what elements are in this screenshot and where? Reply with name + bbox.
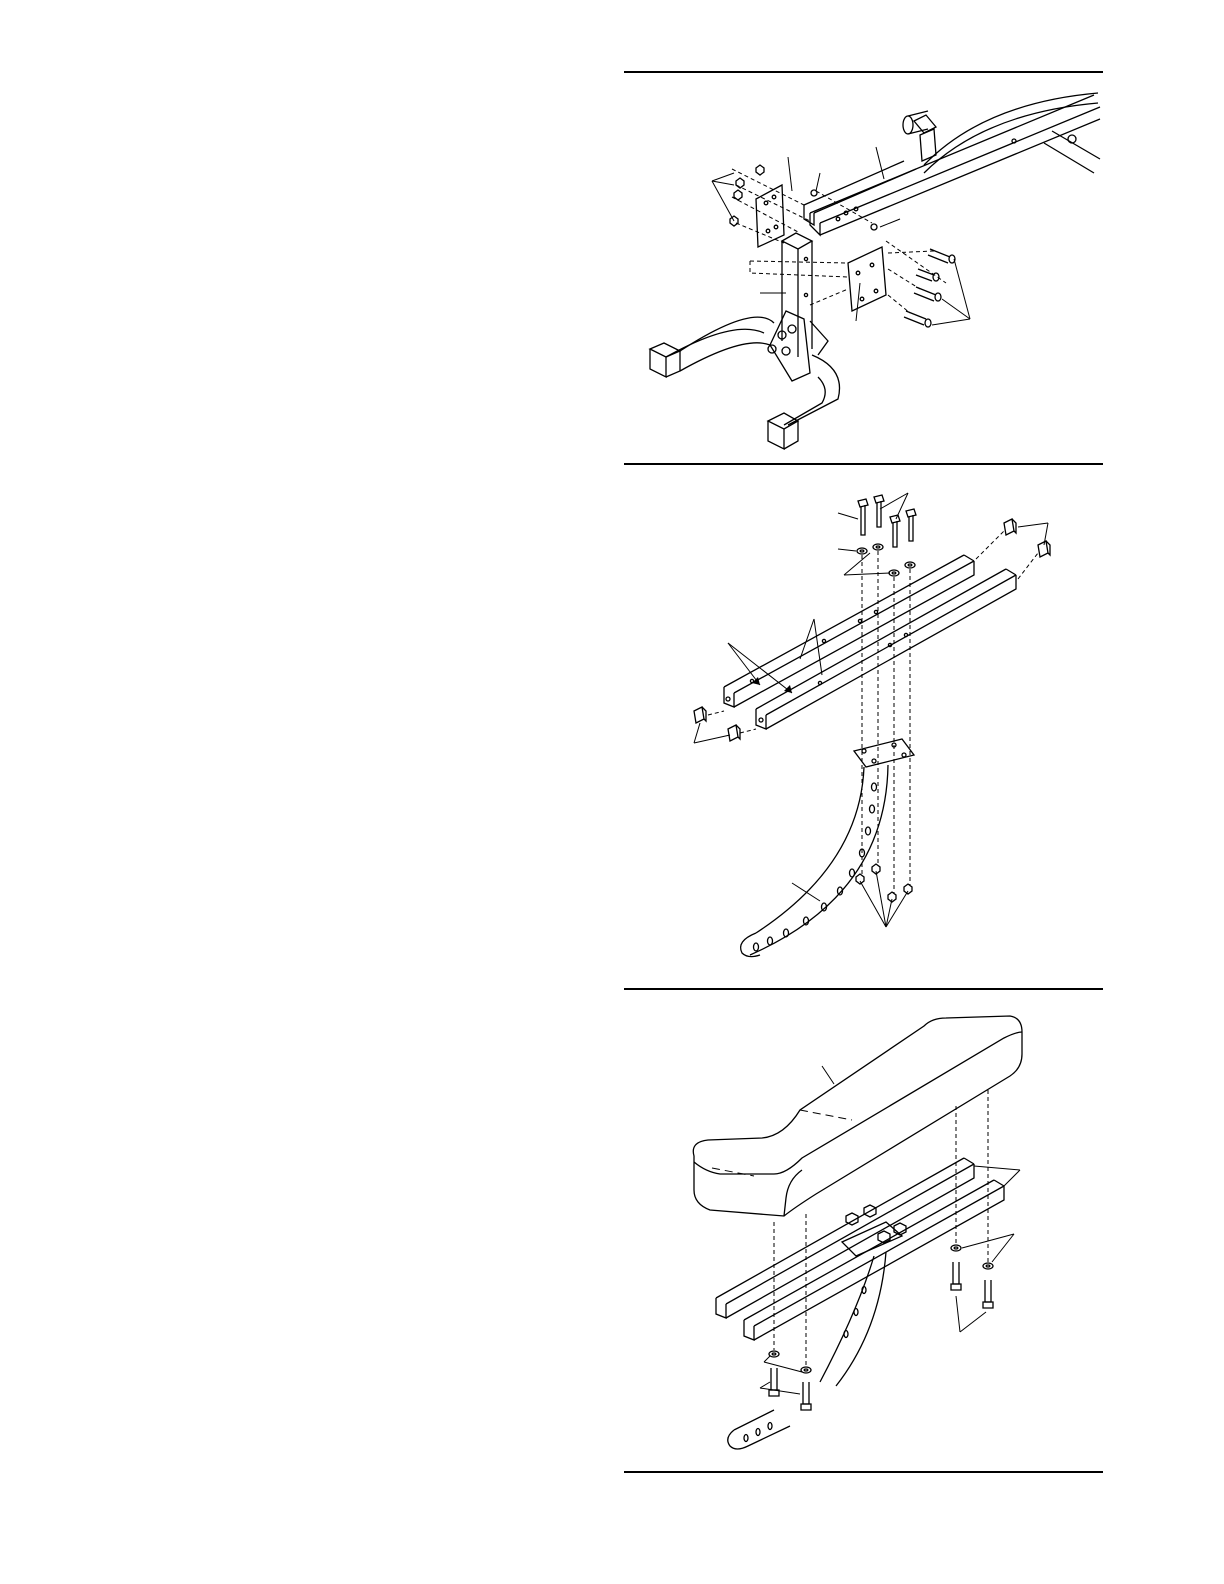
figure-1-callouts [712,147,970,325]
front-stabilizer [650,317,840,449]
figure-2-panel [624,465,1103,988]
bracket-plate-right [848,247,886,311]
figure-1-panel [624,73,1103,463]
end-caps [694,519,1050,741]
frame-tube [810,93,1100,235]
pulley-bracket [903,111,936,161]
seat-pad [693,1016,1022,1216]
bolts-right [904,249,955,327]
bolts-and-washers-left [769,1351,811,1410]
figure-2-alignment-lines [708,531,1038,893]
seat-rail-upper [724,555,974,707]
bolts-and-washers-right [951,1245,993,1308]
front-upright [782,233,812,357]
figure-3-drawing [624,990,1103,1471]
inner-tube [804,161,916,225]
figure-2-drawing [624,465,1103,988]
figure-1-drawing [624,73,1103,463]
figure-1-alignment-lines [732,169,946,313]
washers [857,544,915,576]
curved-bracket-end [728,1410,790,1449]
figure-3-callouts [760,1066,1020,1394]
seat-rail-bolts [858,495,916,547]
figure-3-alignment-lines [774,1090,988,1366]
direction-arrows [752,677,792,693]
figure-3-panel [624,990,1103,1471]
lock-nuts [856,864,912,902]
figure-2-callouts [694,493,1048,927]
seat-rail-lower [756,569,1016,729]
